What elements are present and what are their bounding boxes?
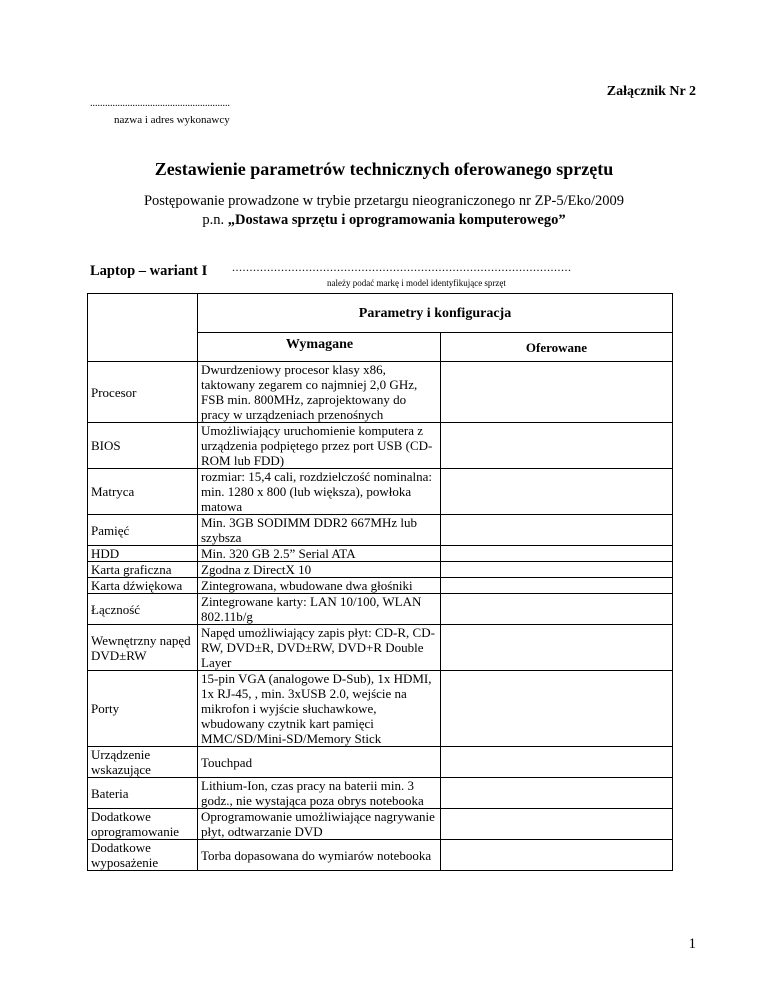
row-parameter-name: Wewnętrzny napęd DVD±RW [88,625,198,671]
header-required: Wymagane [198,333,441,362]
row-parameter-name: Dodatkowe oprogramowanie [88,809,198,840]
row-parameter-name: Urządzenie wskazujące [88,747,198,778]
table-row [88,562,673,578]
row-required-value: Oprogramowanie umożliwiające nagrywanie płyt, odtwarzanie DVD [198,809,441,840]
row-required-value: Zintegrowana, wbudowane dwa głośniki [198,578,441,594]
table-row [88,362,673,423]
document-title: Zestawienie parametrów technicznych oferowanego sprzętu [154,159,614,179]
row-offered-value[interactable] [441,840,673,871]
row-required-value: Torba dopasowana do wymiarów notebooka [198,840,441,871]
row-offered-value[interactable] [441,578,673,594]
header-offered [441,333,673,362]
row-offered-value[interactable] [441,515,673,546]
row-required-value: Min. 3GB SODIMM DDR2 667MHz lub szybsza [198,515,441,546]
laptop-model-dots: ................................................................................................. [232,260,572,274]
laptop-variant-label: Laptop – wariant I [90,263,208,279]
row-parameter-name: BIOS [88,423,198,469]
table-row [88,747,673,778]
row-required-value: Zintegrowane karty: LAN 10/100, WLAN 802.11b/g [198,594,441,625]
table-row [88,840,673,871]
annex-label: Załącznik Nr 2 [606,84,696,99]
table-row [88,671,673,747]
laptop-model-note: należy podać markę i model identyfikujące sprzęt [327,278,506,288]
table-row [88,778,673,809]
table-row [88,515,673,546]
row-offered-value[interactable] [441,469,673,515]
table-row [88,625,673,671]
row-parameter-name: Matryca [88,469,198,515]
table-row [88,809,673,840]
procedure-prefix: p.n. [202,212,228,228]
contractor-dots: ........................................................ [90,98,230,109]
row-required-value: Umożliwiający uruchomienie komputera z urządzenia podpiętego przez port USB (CD-ROM lub FDD) [198,423,441,469]
row-parameter-name: Pamięć [88,515,198,546]
row-offered-value[interactable] [441,671,673,747]
row-offered-value[interactable] [441,625,673,671]
row-required-value: Min. 320 GB 2.5” Serial ATA [198,546,441,562]
row-parameter-name: Łączność [88,594,198,625]
row-parameter-name: Bateria [88,778,198,809]
spec-table [87,293,673,871]
row-parameter-name: Dodatkowe wyposażenie [88,840,198,871]
header-empty-cell [88,294,198,362]
row-parameter-name: Procesor [88,362,198,423]
header-offered-label: Oferowane [525,339,588,355]
row-required-value: Touchpad [198,747,441,778]
row-required-value: Zgodna z DirectX 10 [198,562,441,578]
row-offered-value[interactable] [441,362,673,423]
row-offered-value[interactable] [441,747,673,778]
row-offered-value[interactable] [441,562,673,578]
row-required-value: Lithium-Ion, czas pracy na baterii min. 3 godz., nie wystająca poza obrys notebooka [198,778,441,809]
table-header-row [88,294,673,333]
procedure-name-line [0,212,768,229]
row-required-value: rozmiar: 15,4 cali, rozdzielczość nominalna: min. 1280 x 800 (lub większa), powłoka matowa [198,469,441,515]
header-params: Parametry i konfiguracja [198,294,673,333]
procedure-name: „Dostawa sprzętu i oprogramowania komputerowego” [227,212,566,228]
row-required-value: 15-pin VGA (analogowe D-Sub), 1x HDMI, 1x RJ-45, , min. 3xUSB 2.0, wejście na mikrofon i wyjście słuchawkowe, wbudowany czytnik kart pamięci MMC/SD/Mini-SD/Memory Stick [198,671,441,747]
row-offered-value[interactable] [441,594,673,625]
row-offered-value[interactable] [441,778,673,809]
row-offered-value[interactable] [441,546,673,562]
row-required-value: Napęd umożliwiający zapis płyt: CD-R, CD-RW, DVD±R, DVD±RW, DVD+R Double Layer [198,625,441,671]
row-offered-value[interactable] [441,423,673,469]
row-parameter-name: HDD [88,546,198,562]
row-required-value: Dwurdzeniowy procesor klasy x86, taktowany zegarem co najmniej 2,0 GHz, FSB min. 800MHz, zaprojektowany do pracy w urządzeniach przenośnych [198,362,441,423]
table-row [88,423,673,469]
table-row [88,546,673,562]
row-offered-value[interactable] [441,809,673,840]
row-parameter-name: Karta graficzna [88,562,198,578]
row-parameter-name: Porty [88,671,198,747]
row-parameter-name: Karta dźwiękowa [88,578,198,594]
table-row [88,469,673,515]
page-number: 1 [688,936,696,952]
table-row [88,578,673,594]
contractor-label: nazwa i adres wykonawcy [114,114,230,126]
procedure-line: Postępowanie prowadzone w trybie przetargu nieograniczonego nr ZP-5/Eko/2009 [143,193,625,209]
table-row [88,594,673,625]
